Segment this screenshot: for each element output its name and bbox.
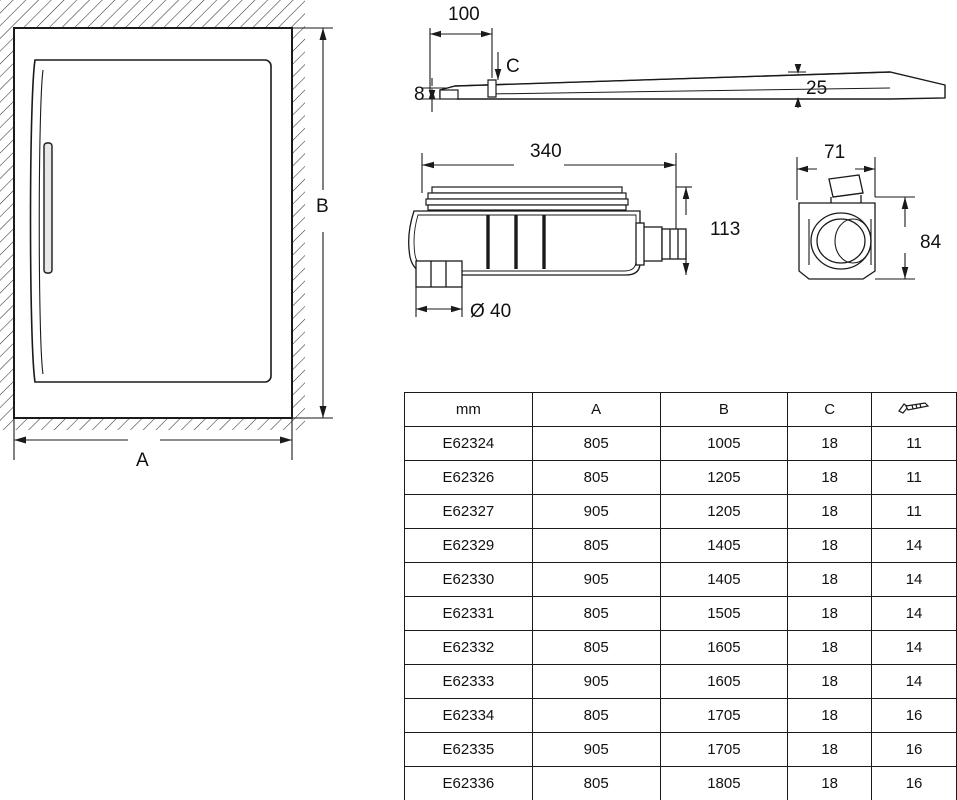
- table-cell-screw: 14: [872, 563, 957, 597]
- table-cell-screw: 14: [872, 665, 957, 699]
- front-dim-label-84: 84: [920, 232, 942, 253]
- table-cell-screw: 16: [872, 733, 957, 767]
- table-cell-screw: 11: [872, 495, 957, 529]
- table-cell-model: E62327: [405, 495, 533, 529]
- drain-flange-stack: [426, 187, 628, 210]
- table-cell-screw: 16: [872, 699, 957, 733]
- table-cell-a: 905: [532, 563, 660, 597]
- table-header-row: [405, 393, 957, 427]
- table-header-screw: [872, 393, 957, 427]
- table-cell-screw: 14: [872, 597, 957, 631]
- drain-outlet-pipe: [636, 223, 686, 265]
- table-row: [405, 427, 957, 461]
- table-cell-b: 1705: [660, 733, 788, 767]
- table-cell-b: 1605: [660, 631, 788, 665]
- table-row: [405, 563, 957, 597]
- dimension-diameter-40: [416, 287, 462, 317]
- table-header-c: C: [788, 393, 872, 427]
- tray-section-view: [410, 0, 955, 135]
- table-cell-b: 1705: [660, 699, 788, 733]
- drain-dim-label-diameter: Ø 40: [470, 301, 512, 322]
- plan-dim-label-b: B: [316, 196, 329, 217]
- table-cell-a: 805: [532, 767, 660, 800]
- table-cell-c: 18: [788, 597, 872, 631]
- table-cell-screw: 11: [872, 461, 957, 495]
- table-header-mm: mm: [405, 393, 533, 427]
- table-cell-model: E62329: [405, 529, 533, 563]
- table-cell-c: 18: [788, 563, 872, 597]
- table-cell-c: 18: [788, 529, 872, 563]
- screw-icon: [895, 401, 933, 415]
- table-cell-model: E62330: [405, 563, 533, 597]
- table-cell-model: E62331: [405, 597, 533, 631]
- table-cell-b: 1005: [660, 427, 788, 461]
- shower-tray-plan-view: [0, 0, 400, 490]
- table-cell-a: 805: [532, 461, 660, 495]
- table-cell-a: 805: [532, 597, 660, 631]
- drain-dim-label-113: 113: [710, 219, 741, 240]
- table-cell-c: 18: [788, 631, 872, 665]
- table-cell-screw: 14: [872, 529, 957, 563]
- table-cell-b: 1405: [660, 563, 788, 597]
- table-cell-a: 905: [532, 733, 660, 767]
- table-row: [405, 631, 957, 665]
- table-cell-model: E62335: [405, 733, 533, 767]
- table-row: [405, 733, 957, 767]
- drain-front-body: [799, 175, 875, 279]
- table-cell-screw: 14: [872, 631, 957, 665]
- dimension-100: [430, 28, 492, 92]
- section-dim-label-100: 100: [448, 4, 480, 25]
- table-cell-a: 805: [532, 699, 660, 733]
- table-row: [405, 461, 957, 495]
- dimension-84: [875, 197, 915, 279]
- table-cell-model: E62334: [405, 699, 533, 733]
- table-cell-model: E62332: [405, 631, 533, 665]
- front-dim-label-71: 71: [824, 142, 846, 163]
- table-cell-a: 805: [532, 631, 660, 665]
- table-row: [405, 495, 957, 529]
- drain-side-view: [404, 145, 704, 345]
- table-cell-model: E62324: [405, 427, 533, 461]
- table-cell-a: 905: [532, 665, 660, 699]
- drain-grate-slot: [44, 143, 52, 273]
- table-cell-model: E62336: [405, 767, 533, 800]
- table-cell-b: 1505: [660, 597, 788, 631]
- table-row: [405, 665, 957, 699]
- table-cell-b: 1405: [660, 529, 788, 563]
- plan-dim-label-a: A: [136, 450, 149, 471]
- table-cell-c: 18: [788, 665, 872, 699]
- table-cell-c: 18: [788, 495, 872, 529]
- dimension-table: [404, 392, 957, 800]
- dimension-c-arrow: [495, 52, 502, 80]
- table-cell-c: 18: [788, 733, 872, 767]
- table-cell-screw: 16: [872, 767, 957, 800]
- table-cell-c: 18: [788, 699, 872, 733]
- table-row: [405, 767, 957, 800]
- table-cell-model: E62326: [405, 461, 533, 495]
- table-cell-a: 805: [532, 427, 660, 461]
- table-cell-b: 1205: [660, 495, 788, 529]
- table-header-b: B: [660, 393, 788, 427]
- table-row: [405, 597, 957, 631]
- section-dim-label-c: C: [506, 56, 520, 77]
- table-cell-model: E62333: [405, 665, 533, 699]
- table-cell-screw: 11: [872, 427, 957, 461]
- table-header-a: A: [532, 393, 660, 427]
- drain-bottom-outlet: [416, 261, 462, 287]
- table-row: [405, 699, 957, 733]
- section-dim-label-25: 25: [806, 78, 828, 99]
- table-cell-c: 18: [788, 767, 872, 800]
- section-dim-label-8: 8: [414, 84, 425, 105]
- table-cell-c: 18: [788, 427, 872, 461]
- table-cell-c: 18: [788, 461, 872, 495]
- table-cell-a: 805: [532, 529, 660, 563]
- table-cell-a: 905: [532, 495, 660, 529]
- table-cell-b: 1805: [660, 767, 788, 800]
- drain-dim-label-340: 340: [530, 141, 562, 162]
- tray-inner-surface: [31, 60, 272, 382]
- table-row: [405, 529, 957, 563]
- table-cell-b: 1205: [660, 461, 788, 495]
- table-cell-b: 1605: [660, 665, 788, 699]
